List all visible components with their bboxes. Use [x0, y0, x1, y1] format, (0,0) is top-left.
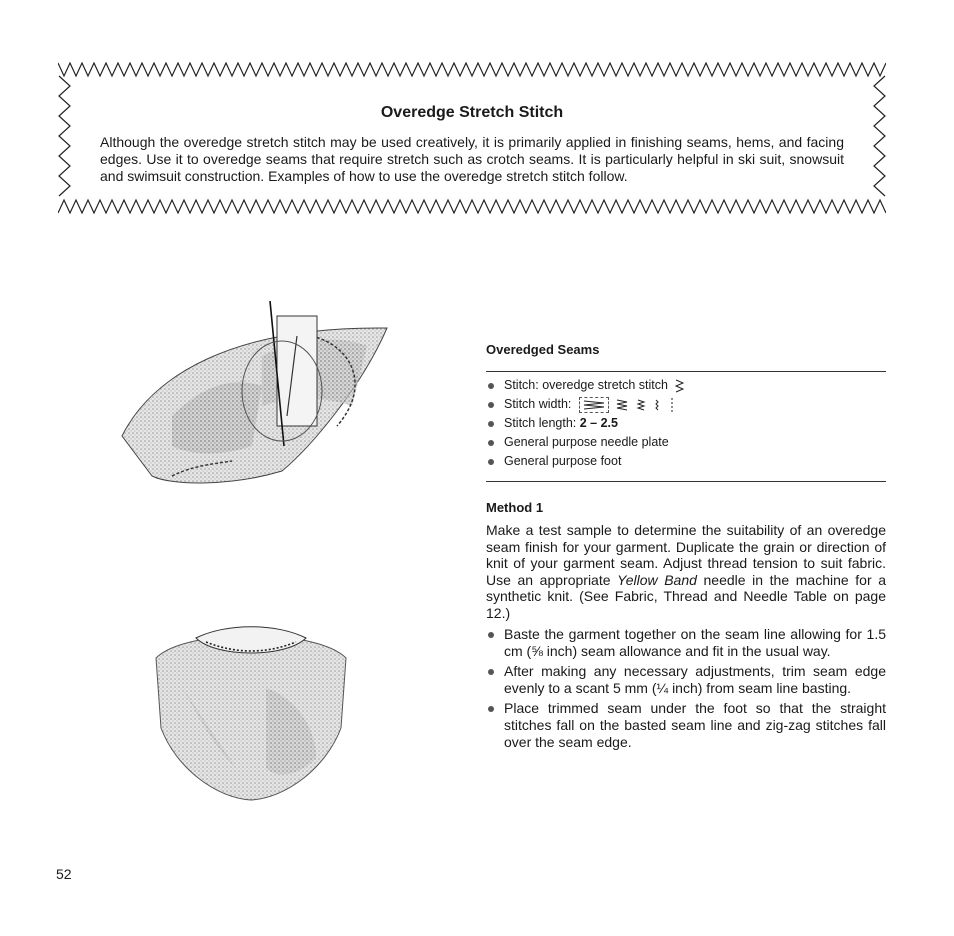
method-steps: [486, 626, 886, 754]
bullet: [488, 669, 494, 675]
garment-illustration: [146, 618, 356, 804]
method-title: Method 1: [486, 500, 544, 515]
stitch-width-icon: [579, 397, 609, 413]
step-text: Baste the garment together on the seam line allowing for 1.5 cm (⅝ inch) seam allowance and fit in the usual way.: [504, 626, 886, 659]
bullet: [488, 402, 494, 408]
spec-value: 2 – 2.5: [579, 416, 618, 430]
overedge-stitch-icon: [675, 379, 685, 393]
spec-stitch: [486, 376, 886, 395]
bullet: [488, 440, 494, 446]
spec-foot: [486, 452, 886, 471]
intro-box: [58, 62, 886, 214]
spec-label: General purpose foot: [504, 454, 622, 468]
spec-list: [486, 376, 886, 471]
stitch-width-min-icon: [653, 399, 661, 411]
spec-label: Stitch: overedge stretch stitch: [504, 378, 668, 392]
bullet: [488, 632, 494, 638]
section-heading: Overedged Seams: [486, 342, 600, 357]
stitch-width-zero-icon: [669, 398, 675, 412]
bullet: [488, 421, 494, 427]
intro-title: Overedge Stretch Stitch: [380, 104, 564, 121]
spec-needle-plate: [486, 433, 886, 452]
bullet: [488, 706, 494, 712]
step-item: [486, 700, 886, 750]
spec-width: [486, 395, 886, 414]
para-text: Make a test sample to determine the suitability of an overedge seam finish for your garment. Duplicate the grain or direction of knit of your garment seam. Adjust thread tension to suit fabric. Use an appropriate: [486, 522, 886, 588]
spec-label: Stitch length:: [504, 416, 580, 430]
divider-top: [486, 371, 886, 372]
step-text: Place trimmed seam under the foot so that the straight stitches fall on the basted seam line and zig-zag stitches fall over the seam edge.: [504, 700, 886, 750]
step-item: [486, 626, 886, 659]
step-text: After making any necessary adjustments, trim seam edge evenly to a scant 5 mm (¼ inch) from seam line basting.: [504, 663, 886, 696]
step-item: [486, 663, 886, 696]
stitch-width-narrow-icon: [636, 399, 646, 411]
para-italic: Yellow Band: [617, 571, 697, 588]
divider-bottom: [486, 481, 886, 482]
page-number: 52: [56, 866, 72, 882]
stitch-width-medium-icon: [616, 399, 628, 411]
method-paragraph: [486, 522, 886, 622]
spec-length: [486, 414, 886, 433]
intro-body: Although the overedge stretch stitch may be used creatively, it is primarily applied in finishing seams, hems, and facing edges. Use it to overedge seams that require stretch such as crotch seams. It is particularly helpful in ski suit, snowsuit and swimsuit construction. Examples of how to use the overedge stretch stitch follow.: [100, 134, 844, 184]
bullet: [488, 459, 494, 465]
spec-label: Stitch width:: [504, 397, 572, 411]
sewing-illustration: [112, 296, 402, 516]
spec-label: General purpose needle plate: [504, 435, 669, 449]
bullet: [488, 383, 494, 389]
para-text: needle in the machine for a synthetic knit. (See Fabric, Thread and Needle Table on page 12.): [486, 571, 886, 621]
